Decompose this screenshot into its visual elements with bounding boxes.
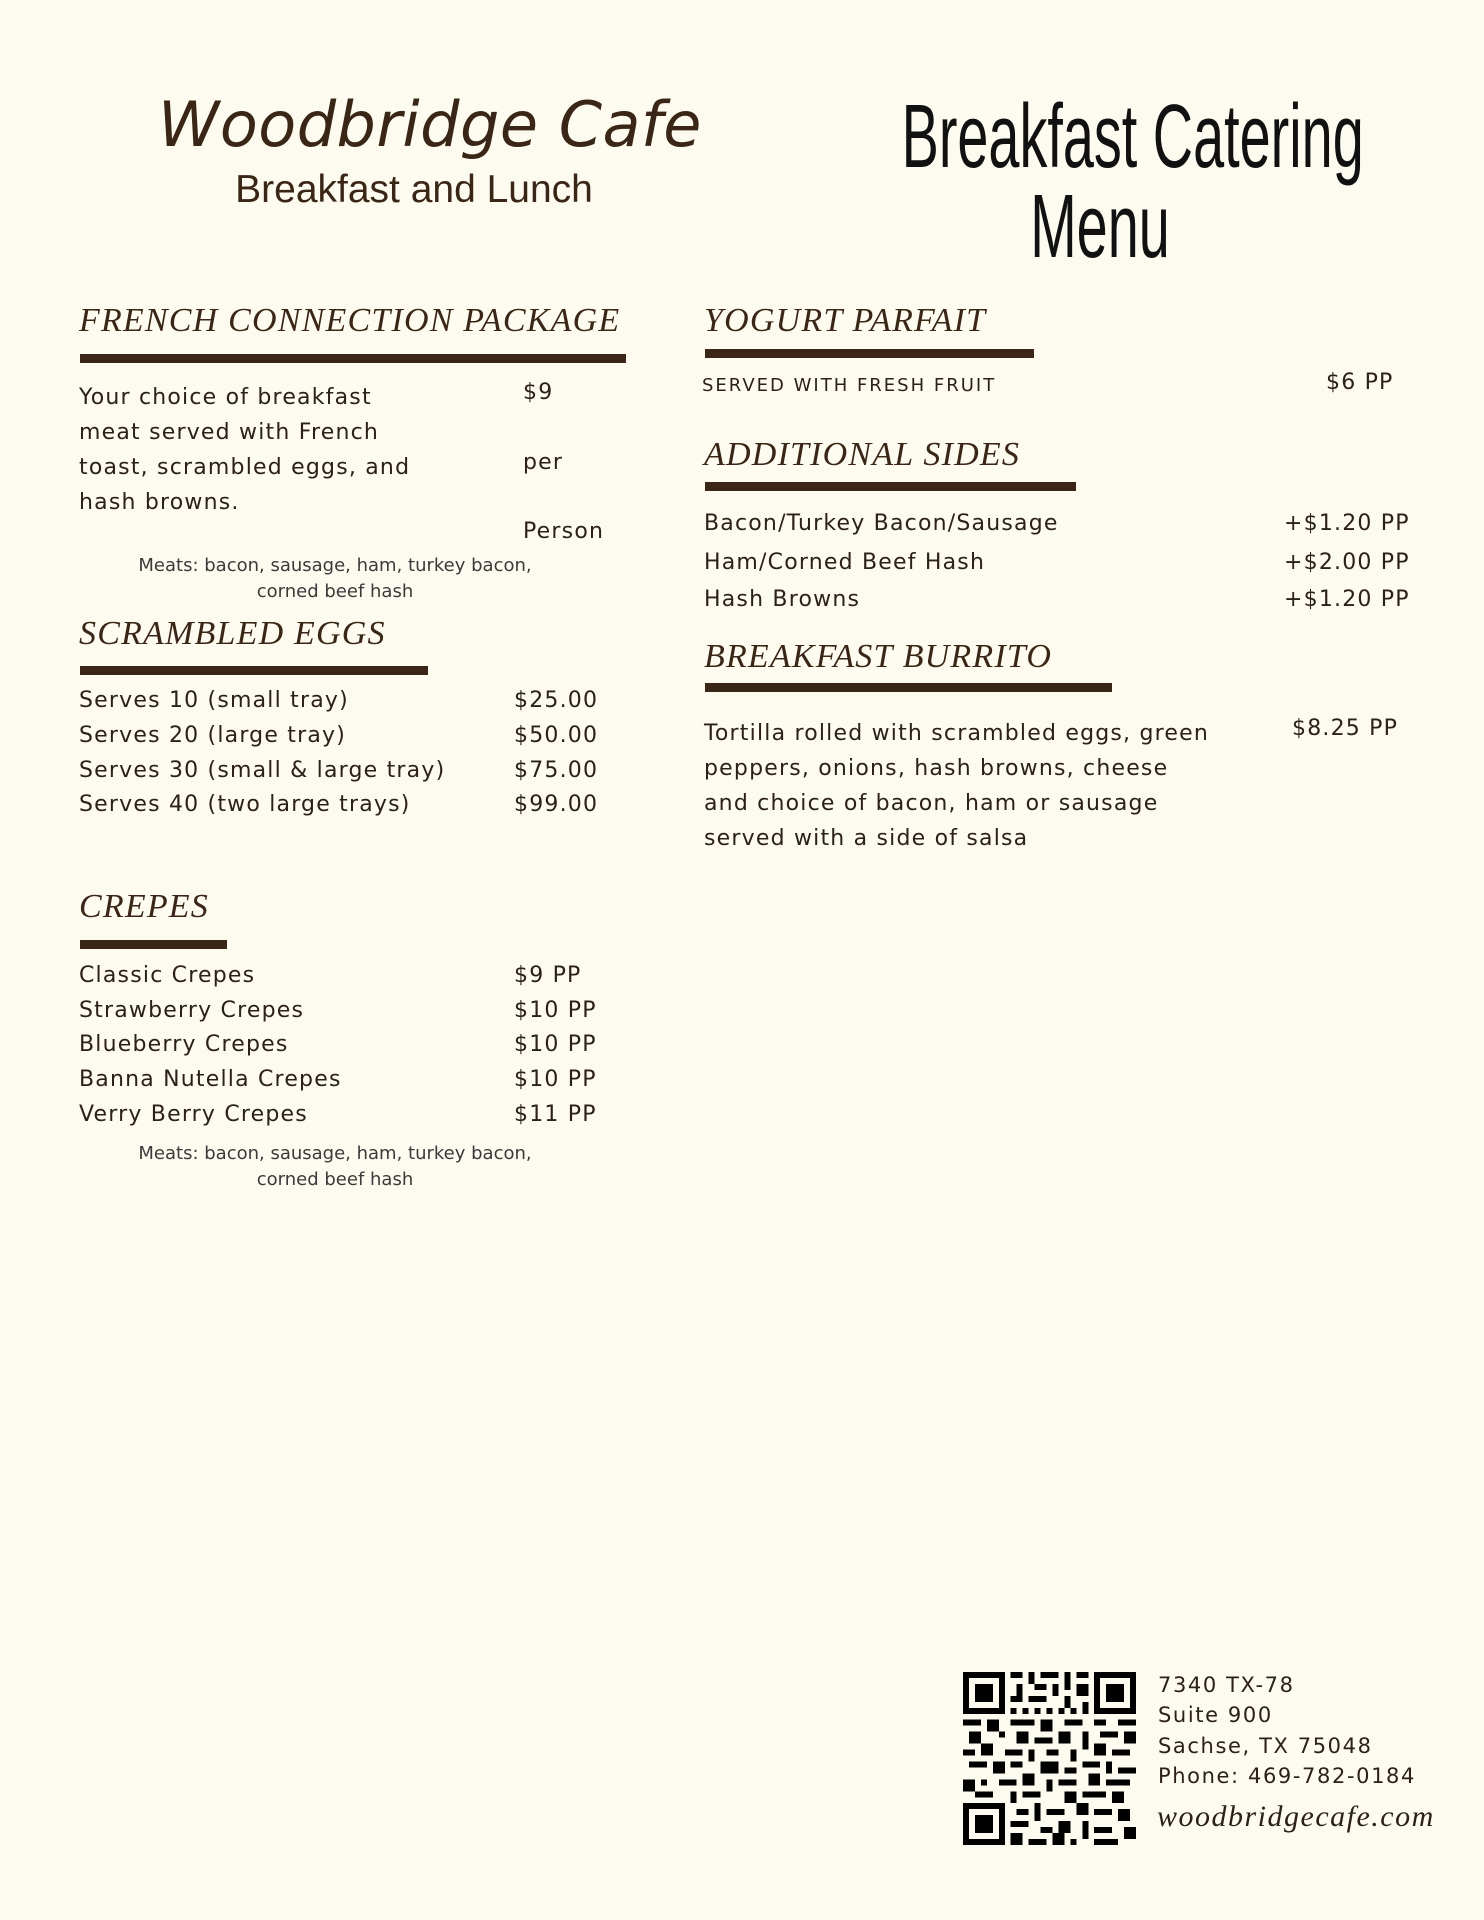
yogurt-parfait-heading: YOGURT PARFAIT	[704, 302, 987, 339]
list-item-price: $50.00	[514, 723, 599, 748]
description-line: Tortilla rolled with scrambled eggs, green	[704, 721, 1209, 746]
description-line: meat served with French	[79, 420, 380, 445]
list-item: Serves 10 (small tray)	[79, 688, 349, 713]
list-item: Serves 40 (two large trays)	[79, 792, 411, 817]
list-item-price: $25.00	[514, 688, 599, 713]
list-item: Serves 30 (small & large tray)	[79, 758, 446, 783]
breakfast-burrito-heading: BREAKFAST BURRITO	[704, 638, 1053, 675]
description-line: Your choice of breakfast	[79, 385, 372, 410]
yogurt-parfait-description: SERVED WITH FRESH FRUIT	[702, 375, 997, 396]
french-connection-rule	[80, 354, 626, 363]
menu-title-line1: Breakfast Catering	[901, 87, 1364, 187]
crepes-heading: CREPES	[79, 888, 209, 925]
description-line: peppers, onions, hash browns, cheese	[704, 756, 1169, 781]
website-link[interactable]: woodbridgecafe.com	[1157, 1800, 1435, 1833]
list-item-price: $75.00	[514, 758, 599, 783]
list-item: Bacon/Turkey Bacon/Sausage	[704, 511, 1059, 536]
list-item: Blueberry Crepes	[79, 1032, 289, 1057]
address-line: Sachse, TX 75048	[1158, 1734, 1373, 1758]
cafe-subtitle: Breakfast and Lunch	[235, 168, 593, 211]
note-line: corned beef hash	[256, 1169, 414, 1190]
list-item: Banna Nutella Crepes	[79, 1067, 342, 1092]
breakfast-burrito-description	[704, 716, 1264, 856]
description-line: hash browns.	[79, 490, 240, 515]
list-item-price: $9 PP	[514, 963, 582, 988]
breakfast-burrito-rule	[705, 683, 1112, 692]
crepes-rule	[80, 940, 227, 949]
french-connection-heading: FRENCH CONNECTION PACKAGE	[79, 302, 621, 339]
french-connection-price-per: per	[523, 450, 564, 475]
yogurt-parfait-rule	[705, 349, 1034, 358]
breakfast-burrito-price: $8.25 PP	[1292, 716, 1399, 741]
crepes-meats-note	[100, 1141, 570, 1193]
menu-title	[901, 87, 1364, 277]
description-line: served with a side of salsa	[704, 826, 1029, 851]
list-item-price: +$2.00 PP	[1284, 550, 1410, 575]
list-item-price: +$1.20 PP	[1284, 587, 1410, 612]
scrambled-eggs-rule	[80, 666, 428, 675]
list-item-price: $10 PP	[514, 1032, 597, 1057]
list-item: Hash Browns	[704, 587, 861, 612]
list-item-price: $11 PP	[514, 1102, 597, 1127]
list-item: Serves 20 (large tray)	[79, 723, 347, 748]
cafe-name: Woodbridge Cafe	[158, 88, 702, 161]
french-connection-price-person: Person	[523, 519, 605, 544]
description-line: and choice of bacon, ham or sausage	[704, 791, 1159, 816]
list-item: Strawberry Crepes	[79, 998, 305, 1023]
list-item-price: $99.00	[514, 792, 599, 817]
address-line: Suite 900	[1158, 1703, 1273, 1727]
description-line: toast, scrambled eggs, and	[79, 455, 411, 480]
qr-code-icon	[963, 1672, 1136, 1845]
list-item-price: $10 PP	[514, 1067, 597, 1092]
scrambled-eggs-heading: SCRAMBLED EGGS	[79, 615, 386, 652]
note-line: corned beef hash	[256, 581, 414, 602]
list-item: Ham/Corned Beef Hash	[704, 550, 986, 575]
yogurt-parfait-price: $6 PP	[1326, 370, 1394, 395]
note-line: Meats: bacon, sausage, ham, turkey bacon,	[138, 555, 532, 576]
address-line: 7340 TX-78	[1158, 1673, 1295, 1697]
additional-sides-rule	[705, 482, 1076, 491]
list-item: Classic Crepes	[79, 963, 256, 988]
french-connection-price: $9	[523, 380, 554, 405]
note-line: Meats: bacon, sausage, ham, turkey bacon,	[138, 1143, 532, 1164]
list-item-price: $10 PP	[514, 998, 597, 1023]
phone-number: Phone: 469-782-0184	[1158, 1764, 1416, 1788]
french-connection-description	[79, 380, 479, 520]
menu-title-line2: Menu	[1030, 177, 1170, 277]
list-item: Verry Berry Crepes	[79, 1102, 308, 1127]
list-item-price: +$1.20 PP	[1284, 511, 1410, 536]
additional-sides-heading: ADDITIONAL SIDES	[704, 436, 1021, 473]
french-connection-meats-note	[100, 553, 570, 605]
